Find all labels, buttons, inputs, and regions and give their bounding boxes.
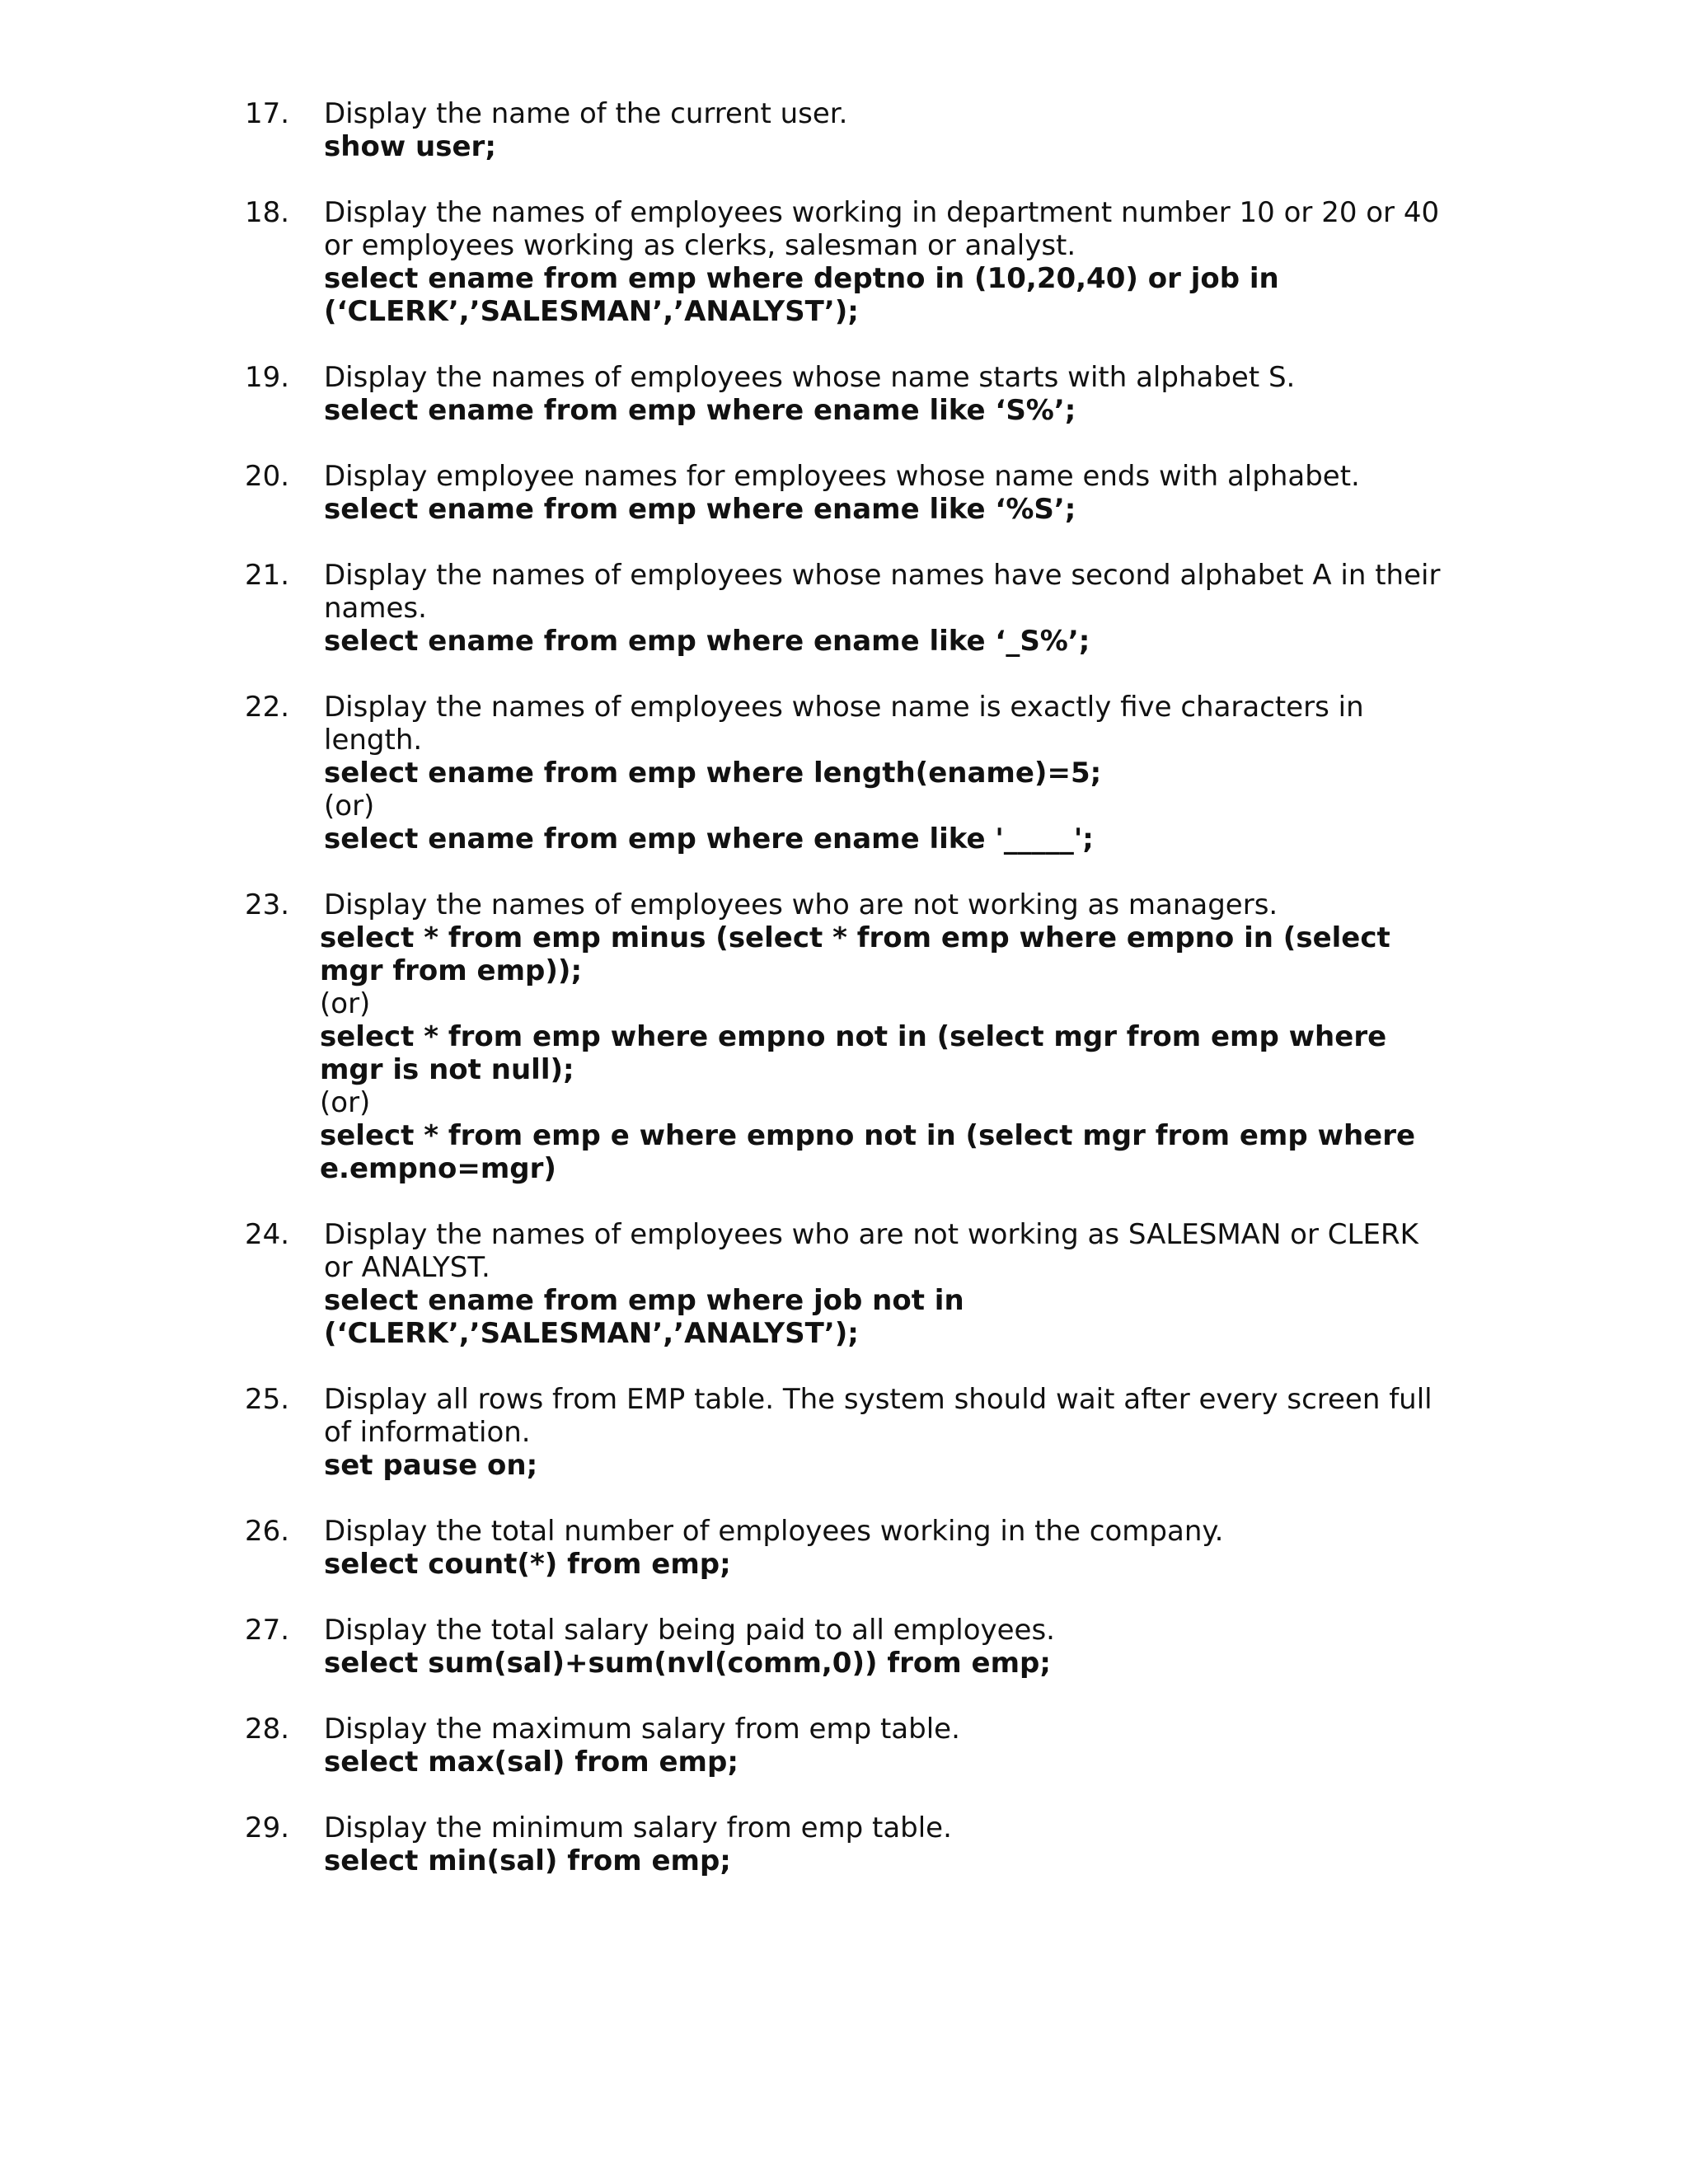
answer-block <box>324 1548 1448 1581</box>
sql-answer-line: mgr is not null); <box>320 1053 574 1086</box>
sql-answer-line: select ename from emp where ename like ‘S%’; <box>324 394 1076 427</box>
sql-answer-line: select * from emp where empno not in (select mgr from emp where <box>320 1020 1387 1053</box>
question-text: Display the total number of employees working in the company. <box>324 1515 1224 1548</box>
question-text: Display the names of employees who are not working as SALESMAN or CLERK or ANALYST. <box>324 1218 1418 1284</box>
answer-block <box>320 921 1448 1185</box>
sql-answer-line: select max(sal) from emp; <box>324 1746 738 1779</box>
question-number: 23. <box>245 888 290 921</box>
sql-answer-line: (‘CLERK’,’SALESMAN’,’ANALYST’); <box>324 295 859 328</box>
question-number: 28. <box>245 1713 290 1746</box>
question-item <box>245 460 1448 526</box>
answer-block <box>324 493 1448 526</box>
question-number: 18. <box>245 196 290 229</box>
sql-answer-line: e.empno=mgr) <box>320 1152 556 1185</box>
question-text: Display the names of employees who are not working as managers. <box>324 888 1278 921</box>
question-number: 26. <box>245 1515 290 1548</box>
question-item <box>245 888 1448 1185</box>
question-number: 19. <box>245 361 290 394</box>
question-number: 20. <box>245 460 290 493</box>
alternative-label: (or) <box>320 987 371 1020</box>
question-text: Display the names of employees working in department number 10 or 20 or 40 or employees working as clerks, salesman or analyst. <box>324 196 1440 262</box>
sql-answer-line: select ename from emp where job not in <box>324 1284 964 1317</box>
answer-block <box>324 1647 1448 1680</box>
question-item <box>245 1515 1448 1581</box>
answer-block <box>324 757 1448 855</box>
sql-answer-line: select count(*) from emp; <box>324 1548 731 1581</box>
question-text: Display the maximum salary from emp table. <box>324 1713 960 1746</box>
question-item <box>245 97 1448 163</box>
question-text: Display the minimum salary from emp table. <box>324 1811 952 1844</box>
answer-block <box>324 1284 1448 1350</box>
sql-answer-line: select * from emp minus (select * from emp where empno in (select <box>320 921 1390 954</box>
alternative-label: (or) <box>320 1086 371 1119</box>
question-item <box>245 691 1448 855</box>
question-number: 29. <box>245 1811 290 1844</box>
alternative-label: (or) <box>324 790 375 823</box>
sql-answer-line: select ename from emp where length(ename)=5; <box>324 757 1102 790</box>
sql-answer-line: select * from emp e where empno not in (select mgr from emp where <box>320 1119 1416 1152</box>
question-item <box>245 1218 1448 1350</box>
question-item <box>245 1383 1448 1482</box>
sql-answer-line: select ename from emp where deptno in (10,20,40) or job in <box>324 262 1279 295</box>
sql-answer-line: select ename from emp where ename like ‘%S’; <box>324 493 1076 526</box>
question-number: 25. <box>245 1383 290 1416</box>
question-text: Display the name of the current user. <box>324 97 848 130</box>
question-number: 17. <box>245 97 290 130</box>
question-text: Display the names of employees whose names have second alphabet A in their names. <box>324 559 1441 625</box>
question-text: Display the total salary being paid to all employees. <box>324 1614 1055 1647</box>
question-item <box>245 361 1448 427</box>
sql-answer-line: (‘CLERK’,’SALESMAN’,’ANALYST’); <box>324 1317 859 1350</box>
question-text: Display the names of employees whose name is exactly five characters in length. <box>324 691 1364 757</box>
sql-answer-line: select ename from emp where ename like '_____'; <box>324 823 1094 855</box>
question-number: 24. <box>245 1218 290 1251</box>
sql-answer-line: show user; <box>324 130 496 163</box>
question-number: 21. <box>245 559 290 592</box>
sql-answer-line: select sum(sal)+sum(nvl(comm,0)) from emp; <box>324 1647 1051 1680</box>
sql-answer-line: mgr from emp)); <box>320 954 583 987</box>
answer-block <box>324 262 1448 328</box>
answer-block <box>324 625 1448 658</box>
sql-answer-line: select min(sal) from emp; <box>324 1844 731 1877</box>
question-text: Display all rows from EMP table. The system should wait after every screen full of information. <box>324 1383 1432 1449</box>
sql-answer-line: set pause on; <box>324 1449 538 1482</box>
question-item <box>245 1713 1448 1779</box>
answer-block <box>324 130 1448 163</box>
question-text: Display employee names for employees whose name ends with alphabet. <box>324 460 1360 493</box>
sql-answer-line: select ename from emp where ename like ‘_S%’; <box>324 625 1090 658</box>
question-item <box>245 1614 1448 1680</box>
question-item <box>245 196 1448 328</box>
answer-block <box>324 1449 1448 1482</box>
answer-block <box>324 1844 1448 1877</box>
question-item <box>245 559 1448 658</box>
question-list <box>245 97 1448 1910</box>
question-item <box>245 1811 1448 1877</box>
question-number: 27. <box>245 1614 290 1647</box>
answer-block <box>324 394 1448 427</box>
question-number: 22. <box>245 691 290 724</box>
question-text: Display the names of employees whose name starts with alphabet S. <box>324 361 1296 394</box>
answer-block <box>324 1746 1448 1779</box>
